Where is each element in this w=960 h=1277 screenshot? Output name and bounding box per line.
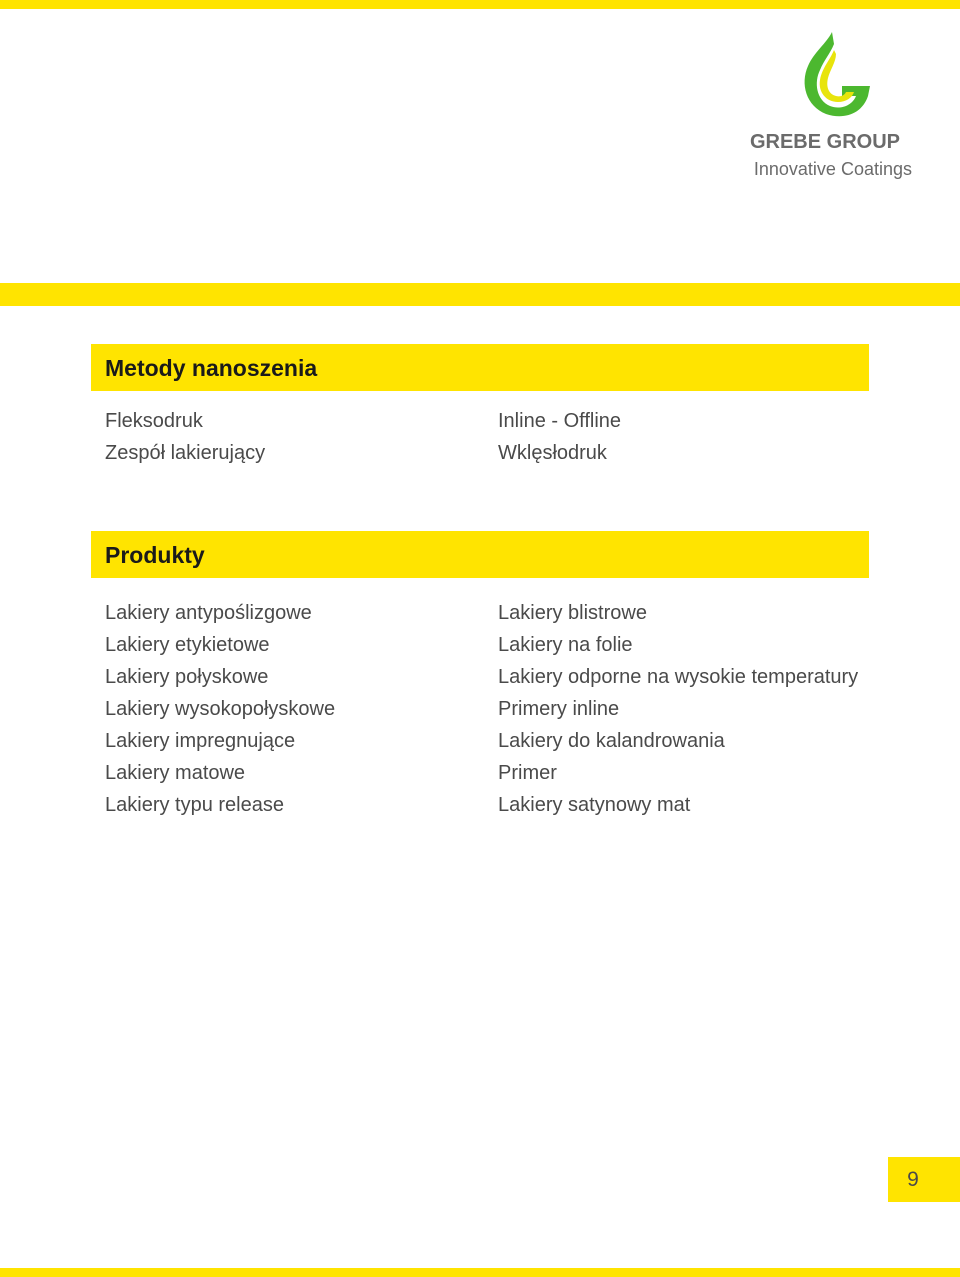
company-logo [740, 30, 930, 190]
list-item: Lakiery na folie [498, 634, 633, 656]
page-number-box [888, 1157, 960, 1202]
list-item: Fleksodruk [105, 410, 203, 432]
list-item: Primery inline [498, 698, 620, 720]
bottom-accent-bar [0, 1268, 960, 1277]
methods-section-title: Metody nanoszenia [105, 355, 318, 381]
methods-list-right [498, 405, 621, 469]
middle-accent-bar [0, 283, 960, 306]
top-accent-bar [0, 0, 960, 9]
logo-tagline: Innovative Coatings [753, 159, 912, 179]
methods-list-left [105, 405, 265, 469]
grebe-group-logo-icon [796, 30, 876, 120]
list-item: Lakiery do kalandrowania [498, 730, 725, 752]
products-list-left [105, 597, 335, 821]
list-item: Lakiery matowe [105, 762, 246, 784]
list-item: Zespół lakierujący [105, 442, 266, 464]
page-number: 9 [907, 1168, 919, 1191]
list-item: Lakiery antypoślizgowe [105, 602, 312, 624]
methods-section-header [91, 344, 869, 391]
list-item: Lakiery połyskowe [105, 666, 269, 688]
products-list-right [498, 597, 858, 821]
list-item: Inline - Offline [498, 410, 622, 432]
list-item: Lakiery blistrowe [498, 602, 647, 624]
list-item: Lakiery etykietowe [105, 634, 270, 656]
logo-company-name: GREBE GROUP [749, 131, 900, 153]
products-section-header [91, 531, 869, 578]
products-section-title: Produkty [105, 542, 205, 568]
list-item: Lakiery wysokopołyskowe [105, 698, 336, 720]
list-item: Lakiery typu release [105, 794, 284, 816]
list-item: Wklęsłodruk [498, 442, 607, 464]
list-item: Lakiery odporne na wysokie temperatury [498, 666, 859, 688]
list-item: Primer [498, 762, 557, 784]
list-item: Lakiery satynowy mat [498, 794, 691, 816]
list-item: Lakiery impregnujące [105, 730, 296, 752]
